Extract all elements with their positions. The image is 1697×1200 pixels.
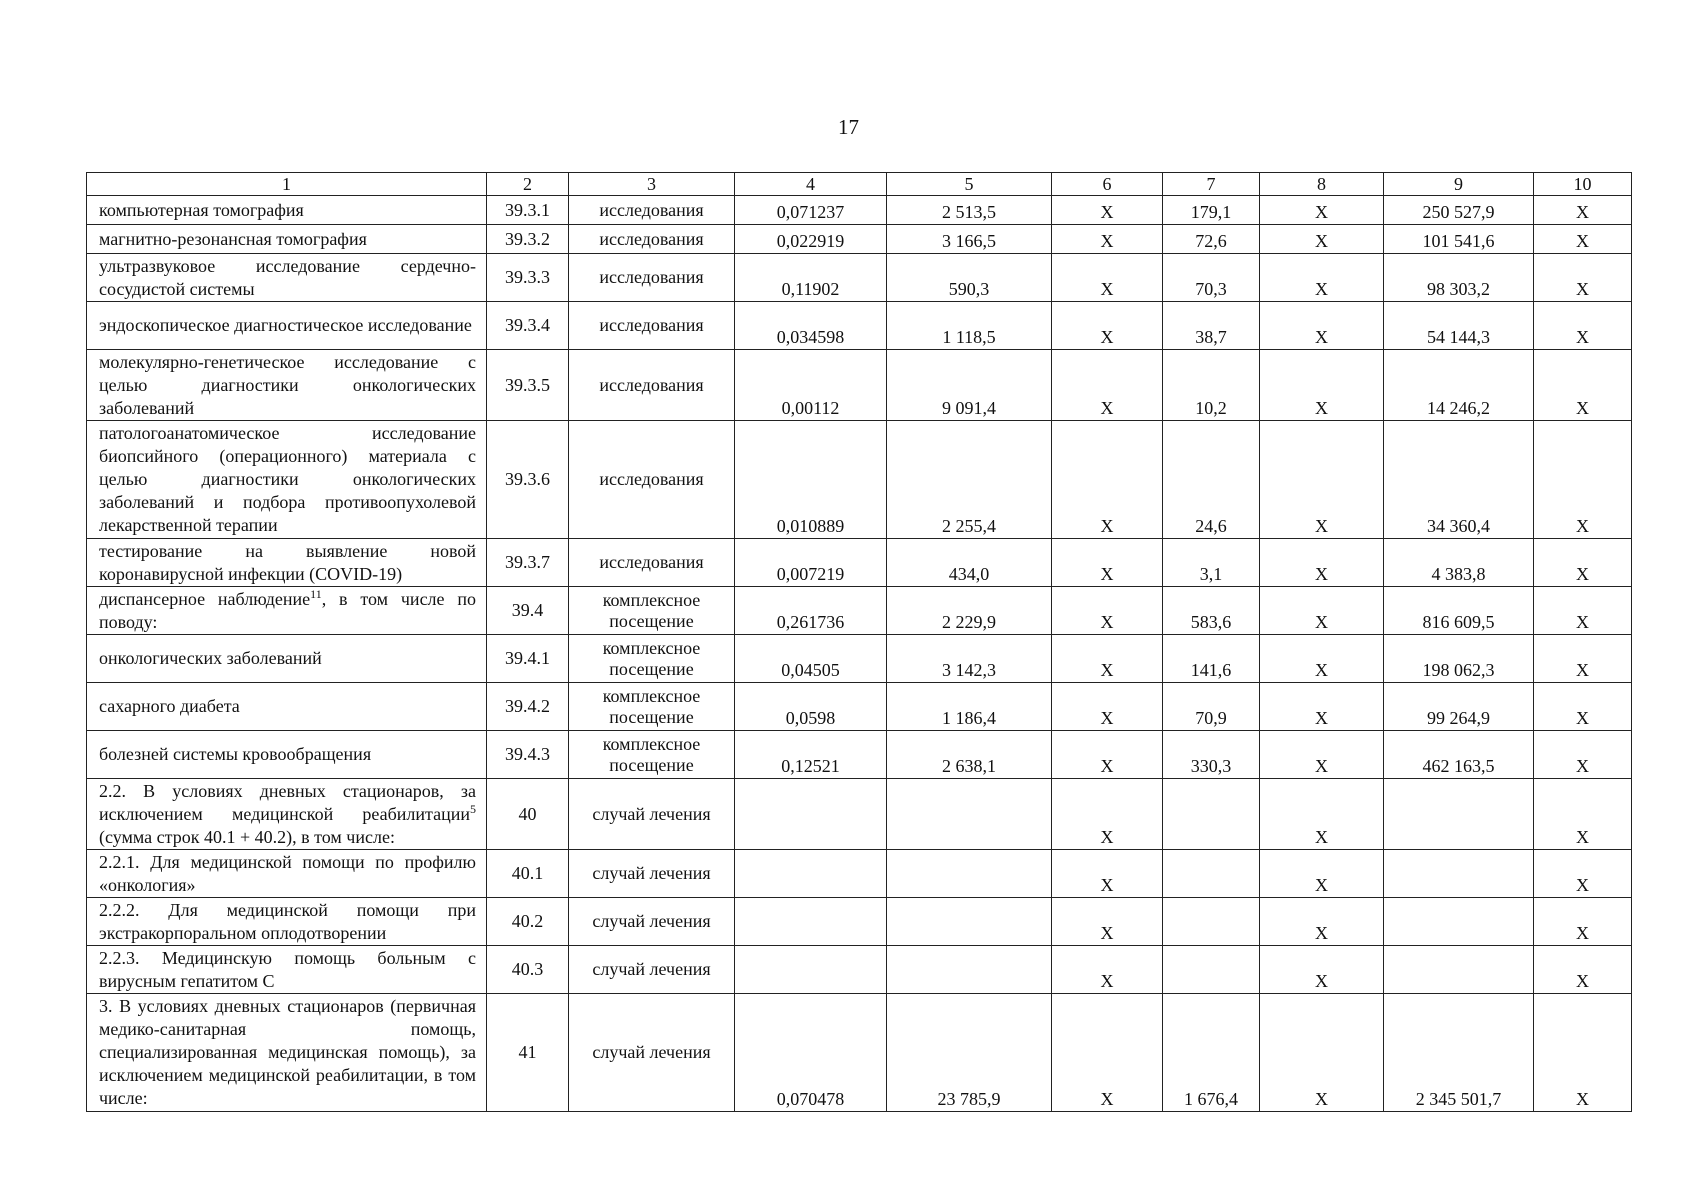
col5-cell: 23 785,9 [887, 994, 1052, 1112]
page-number: 17 [838, 115, 859, 139]
row-name: магнитно-резонансная томография [99, 228, 367, 249]
col7-cell: 583,6 [1163, 587, 1260, 635]
col5-cell: 3 166,5 [887, 225, 1052, 254]
col5-cell: 9 091,4 [887, 350, 1052, 421]
row-number: 39.3.4 [487, 302, 569, 350]
col8-cell: Х [1260, 850, 1384, 898]
row-name-cell [87, 898, 487, 946]
unit-cell: случай лечения [569, 898, 735, 946]
col8-cell: Х [1260, 587, 1384, 635]
col5-cell: 3 142,3 [887, 635, 1052, 683]
row-name-cell [87, 539, 487, 587]
row-name-cell [87, 587, 487, 635]
col9-cell: 4 383,8 [1384, 539, 1534, 587]
col5-cell [887, 898, 1052, 946]
col5-cell: 434,0 [887, 539, 1052, 587]
column-header: 10 [1534, 173, 1632, 196]
col6-cell: Х [1052, 587, 1163, 635]
col10-cell: Х [1534, 421, 1632, 539]
col10-cell: Х [1534, 587, 1632, 635]
col7-cell: 24,6 [1163, 421, 1260, 539]
col7-cell [1163, 779, 1260, 850]
row-name: сахарного диабета [99, 696, 240, 716]
table-row [87, 225, 1632, 254]
col6-cell: Х [1052, 946, 1163, 994]
column-header: 7 [1163, 173, 1260, 196]
table-row [87, 850, 1632, 898]
row-number: 40.3 [487, 946, 569, 994]
col4-cell: 0,022919 [735, 225, 887, 254]
unit-cell: случай лечения [569, 779, 735, 850]
col4-cell: 0,0598 [735, 683, 887, 731]
column-header: 9 [1384, 173, 1534, 196]
row-name-cell [87, 731, 487, 779]
col10-cell: Х [1534, 850, 1632, 898]
table-row [87, 302, 1632, 350]
row-number: 39.3.7 [487, 539, 569, 587]
unit-cell: исследования [569, 254, 735, 302]
col8-cell: Х [1260, 350, 1384, 421]
col4-cell: 0,070478 [735, 994, 887, 1112]
col6-cell: Х [1052, 635, 1163, 683]
col7-cell: 72,6 [1163, 225, 1260, 254]
col8-cell: Х [1260, 225, 1384, 254]
col8-cell: Х [1260, 946, 1384, 994]
row-number: 39.3.1 [487, 196, 569, 225]
col4-cell: 0,007219 [735, 539, 887, 587]
col4-cell: 0,04505 [735, 635, 887, 683]
col4-cell: 0,261736 [735, 587, 887, 635]
row-name: 2.2.3. Медицинскую помощь больным с вирусным гепатитом С [99, 947, 476, 991]
column-header: 4 [735, 173, 887, 196]
unit-cell: комплексное посещение [569, 683, 735, 731]
unit-cell: комплексное посещение [569, 731, 735, 779]
col7-cell: 330,3 [1163, 731, 1260, 779]
table-row [87, 421, 1632, 539]
col7-cell: 1 676,4 [1163, 994, 1260, 1112]
col4-cell: 0,010889 [735, 421, 887, 539]
col10-cell: Х [1534, 994, 1632, 1112]
col9-cell: 98 303,2 [1384, 254, 1534, 302]
row-name-cell [87, 683, 487, 731]
col4-cell [735, 850, 887, 898]
col5-cell: 2 638,1 [887, 731, 1052, 779]
col6-cell: Х [1052, 421, 1163, 539]
unit-cell: комплексное посещение [569, 635, 735, 683]
col7-cell: 70,9 [1163, 683, 1260, 731]
row-name-cell [87, 994, 487, 1112]
col5-cell: 1 118,5 [887, 302, 1052, 350]
row-name-cell [87, 225, 487, 254]
column-header: 1 [87, 173, 487, 196]
footnote-ref: 11 [310, 586, 322, 601]
row-name-cell [87, 302, 487, 350]
unit-cell: исследования [569, 421, 735, 539]
row-name-cell [87, 635, 487, 683]
col7-cell [1163, 946, 1260, 994]
col10-cell: Х [1534, 898, 1632, 946]
row-name: компьютерная томография [99, 199, 304, 220]
col9-cell: 198 062,3 [1384, 635, 1534, 683]
col10-cell: Х [1534, 254, 1632, 302]
col5-cell: 2 513,5 [887, 196, 1052, 225]
row-number: 39.4.1 [487, 635, 569, 683]
data-table [86, 172, 1632, 1112]
col8-cell: Х [1260, 196, 1384, 225]
row-name-cell [87, 254, 487, 302]
col7-cell: 38,7 [1163, 302, 1260, 350]
row-name: диспансерное наблюдение [99, 588, 311, 609]
table-row [87, 254, 1632, 302]
col6-cell: Х [1052, 302, 1163, 350]
col9-cell [1384, 850, 1534, 898]
row-number: 39.4.2 [487, 683, 569, 731]
row-name-cell [87, 946, 487, 994]
col8-cell: Х [1260, 994, 1384, 1112]
row-name: онкологических заболеваний [99, 648, 322, 668]
col10-cell: Х [1534, 635, 1632, 683]
col6-cell: Х [1052, 731, 1163, 779]
col9-cell [1384, 898, 1534, 946]
column-header: 8 [1260, 173, 1384, 196]
table-row [87, 946, 1632, 994]
col4-cell [735, 898, 887, 946]
header-row [87, 173, 1632, 196]
table-row [87, 635, 1632, 683]
row-name: 2.2.2. Для медицинской помощи при экстракорпоральном оплодотворении [99, 899, 476, 943]
col9-cell: 2 345 501,7 [1384, 994, 1534, 1112]
row-number: 39.4 [487, 587, 569, 635]
row-name: 2.2. В условиях дневных стационаров, за исключением медицинской реабилитации [99, 780, 476, 824]
col8-cell: Х [1260, 731, 1384, 779]
row-number: 41 [487, 994, 569, 1112]
col5-cell: 1 186,4 [887, 683, 1052, 731]
col7-cell: 179,1 [1163, 196, 1260, 225]
table-row [87, 539, 1632, 587]
table-row [87, 994, 1632, 1112]
row-number: 39.3.5 [487, 350, 569, 421]
col9-cell: 99 264,9 [1384, 683, 1534, 731]
unit-cell: случай лечения [569, 946, 735, 994]
col4-cell: 0,00112 [735, 350, 887, 421]
table-row [87, 587, 1632, 635]
col4-cell [735, 946, 887, 994]
col7-cell: 10,2 [1163, 350, 1260, 421]
table-row [87, 196, 1632, 225]
row-number: 40 [487, 779, 569, 850]
col9-cell: 250 527,9 [1384, 196, 1534, 225]
col7-cell: 141,6 [1163, 635, 1260, 683]
col10-cell: Х [1534, 946, 1632, 994]
col6-cell: Х [1052, 683, 1163, 731]
table-row [87, 683, 1632, 731]
col9-cell: 54 144,3 [1384, 302, 1534, 350]
row-name-cell [87, 350, 487, 421]
row-number: 39.3.3 [487, 254, 569, 302]
col9-cell: 462 163,5 [1384, 731, 1534, 779]
unit-cell: исследования [569, 350, 735, 421]
col5-cell [887, 779, 1052, 850]
row-name-tail: (сумма строк 40.1 + 40.2), в том числе: [99, 826, 395, 847]
col10-cell: Х [1534, 302, 1632, 350]
col10-cell: Х [1534, 350, 1632, 421]
col6-cell: Х [1052, 850, 1163, 898]
col8-cell: Х [1260, 683, 1384, 731]
row-name: болезней системы кровообращения [99, 744, 372, 764]
col10-cell: Х [1534, 539, 1632, 587]
col4-cell: 0,11902 [735, 254, 887, 302]
row-name-cell [87, 850, 487, 898]
row-name-cell [87, 779, 487, 850]
col5-cell: 2 229,9 [887, 587, 1052, 635]
col9-cell [1384, 946, 1534, 994]
col10-cell: Х [1534, 683, 1632, 731]
row-name-tail: , в том числе по поводу: [99, 588, 476, 632]
col7-cell: 70,3 [1163, 254, 1260, 302]
col8-cell: Х [1260, 302, 1384, 350]
col8-cell: Х [1260, 898, 1384, 946]
row-name: 3. В условиях дневных стационаров (первичная медико-санитарная помощь, специализированная медицинская помощь), за исключением медицинской реабилитации, в том числе: [99, 996, 476, 1108]
col9-cell: 816 609,5 [1384, 587, 1534, 635]
col6-cell: Х [1052, 779, 1163, 850]
unit-cell: исследования [569, 196, 735, 225]
row-name-cell [87, 421, 487, 539]
unit-cell: исследования [569, 302, 735, 350]
col8-cell: Х [1260, 779, 1384, 850]
col5-cell: 590,3 [887, 254, 1052, 302]
row-name-cell [87, 196, 487, 225]
table-row [87, 898, 1632, 946]
col4-cell: 0,12521 [735, 731, 887, 779]
column-header: 5 [887, 173, 1052, 196]
row-name: 2.2.1. Для медицинской помощи по профилю «онкология» [99, 851, 476, 895]
col10-cell: Х [1534, 196, 1632, 225]
col10-cell: Х [1534, 779, 1632, 850]
col9-cell: 101 541,6 [1384, 225, 1534, 254]
row-number: 40.2 [487, 898, 569, 946]
row-number: 39.3.6 [487, 421, 569, 539]
unit-cell: случай лечения [569, 850, 735, 898]
row-number: 40.1 [487, 850, 569, 898]
col8-cell: Х [1260, 635, 1384, 683]
row-name: эндоскопическое диагностическое исследование [99, 315, 472, 335]
col10-cell: Х [1534, 225, 1632, 254]
column-header: 6 [1052, 173, 1163, 196]
col5-cell [887, 946, 1052, 994]
col6-cell: Х [1052, 539, 1163, 587]
col7-cell [1163, 898, 1260, 946]
unit-cell: комплексное посещение [569, 587, 735, 635]
row-name: молекулярно-генетическое исследование с целью диагностики онкологических заболеваний [99, 351, 476, 418]
col4-cell: 0,071237 [735, 196, 887, 225]
row-number: 39.3.2 [487, 225, 569, 254]
column-header: 3 [569, 173, 735, 196]
table-row [87, 779, 1632, 850]
col5-cell: 2 255,4 [887, 421, 1052, 539]
col7-cell: 3,1 [1163, 539, 1260, 587]
col6-cell: Х [1052, 350, 1163, 421]
unit-cell: исследования [569, 225, 735, 254]
row-name: тестирование на выявление новой коронавирусной инфекции (COVID-19) [99, 540, 476, 584]
col10-cell: Х [1534, 731, 1632, 779]
col6-cell: Х [1052, 196, 1163, 225]
col4-cell: 0,034598 [735, 302, 887, 350]
col6-cell: Х [1052, 994, 1163, 1112]
row-number: 39.4.3 [487, 731, 569, 779]
col8-cell: Х [1260, 539, 1384, 587]
footnote-ref: 5 [470, 801, 476, 816]
col8-cell: Х [1260, 254, 1384, 302]
unit-cell: исследования [569, 539, 735, 587]
col5-cell [887, 850, 1052, 898]
col6-cell: Х [1052, 898, 1163, 946]
unit-cell: случай лечения [569, 994, 735, 1112]
row-name: патологоанатомическое исследование биопсийного (операционного) материала с целью диагностики онкологических заболеваний и подбора противоопухолевой лекарственной терапии [99, 423, 476, 535]
col9-cell: 34 360,4 [1384, 421, 1534, 539]
table-row [87, 731, 1632, 779]
column-header: 2 [487, 173, 569, 196]
col6-cell: Х [1052, 254, 1163, 302]
col4-cell [735, 779, 887, 850]
table-row [87, 350, 1632, 421]
col9-cell [1384, 779, 1534, 850]
col7-cell [1163, 850, 1260, 898]
row-name: ультразвуковое исследование сердечно-сосудистой системы [99, 255, 476, 299]
col8-cell: Х [1260, 421, 1384, 539]
col9-cell: 14 246,2 [1384, 350, 1534, 421]
col6-cell: Х [1052, 225, 1163, 254]
